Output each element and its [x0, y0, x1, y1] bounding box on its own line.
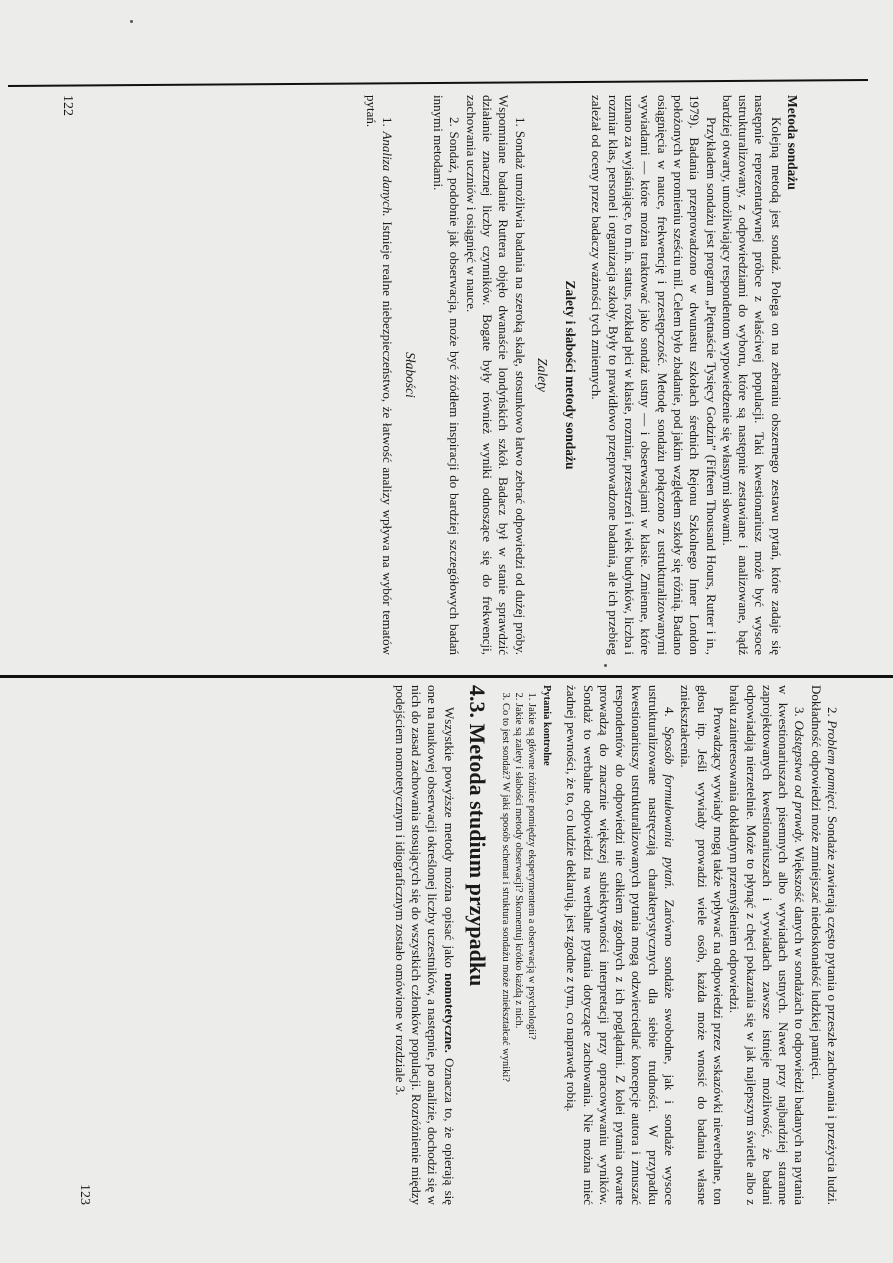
paragraph — [391, 685, 456, 1205]
scan-speck — [130, 20, 133, 23]
paragraph: Przykładem sondażu jest program „Piętnaście Tysięcy Godzin” (Fifteen Thousand Hours, Rutter i in., 1979). Badania przeprowadzono w dwunastu szkołach średnich Rejonu Szkolnego Inner London położonych w promieniu sześciu mil. Celem było zbadanie, pod jakim względem szkoły się różnią. Badano osiągnięcia w nauce, frekwencję i przestępczość. Metodę sondażu połączono z ustrukturalizowanymi wywiadami — które można traktować jako sondaż ustny — i obserwacjami w klasie. Zmienne, które uznano za wyjaśniające, to m.in. status, rozkład płci w klasie, rozmiar, przestrzeń i wiek budynków, liczba i rozmiar klas, personel i organizacja szkoły. Były to prawidłowo przeprowadzone badania, ale ich przebieg zależał od oceny przez badaczy ważności tych zmiennych. — [589, 95, 719, 655]
section-title: 4.3. Metoda studium przypadku — [464, 685, 490, 987]
term: nomotetyczne. — [441, 973, 457, 1053]
paragraph: Prowadzący wywiady mogą także wpływać na odpowiedzi przez wskazówki niewerbalne, ton głosu itp. Jeśli wywiady prowadzi wiele osób, każda może wnosić do badania własne zniekształcenia. — [678, 685, 726, 1205]
paragraph — [726, 685, 807, 1205]
review-questions — [499, 685, 553, 1205]
page-123 — [0, 685, 893, 1245]
item-number: 1. — [380, 117, 396, 127]
review-questions-title: Pytania kontrolne — [540, 685, 552, 766]
term: Analiza danych. — [380, 131, 396, 217]
item-text: Zarówno sondaże swobodne, jak i sondaże wysoce ustrukturalizowane nastręczają charakterystycznych dla siebie trudności. W przypadku kwestionariuszy ustrukturalizowanych pytania mogą odzwierciedlać koncepcje autora i zmuszać respondentów do odpowiedzi nie całkiem zgodnych z ich poglądami. Z kolei pytania otwarte prowadzą do znacznie większej subiektywności interpretacji przy opracowywaniu wyników. Sondaż to werbalne odpowiedzi na werbalne pytania dotyczące zachowania. Nie można mieć żadnej pewności, że to, co ludzie deklarują, jest zgodne z tym, co naprawdę robią. — [564, 685, 678, 1205]
item-text: Większość danych w sondażach to odpowiedzi badanych na pytania w kwestionariuszach pisemnych albo wywiadach ustnych. Nawet przy najbardziej staranne zaprojektowanych kwestionariuszach i wywiadach zawsze istnieje możliwość, że badani odpowiadają nierzetelnie. Może to płynąć z chęci pokazania się w jak najlepszym świetle albo z braku zainteresowania dokładnym przemyśleniem odpowiedzi. — [727, 685, 808, 1206]
item-text: Oznacza to, że opierają się one na naukowej obserwacji określonej liczby uczestników, a następnie, po analizie, dochodzi się w nich do zasad zachowania stosujących się do wszystkich członków populacji. Rozróżnienie między podejściem nomotetycznym i idiograficznym zostało omówione w rozdziale 3. — [392, 685, 457, 1206]
top-rule — [8, 79, 868, 87]
paragraph: Kolejną metodą jest sondaż. Polega on na zebraniu obszernego zestawu pytań, które zadaje się następnie reprezentatywnej próbce z właściwej populacji. Taki kwestionariusz może być wysoce ustrukturalizowany, z odpowiedziami do wyboru, które są następnie zestawiane i analizowane, bądź bardziej otwarty, umożliwiający respondentom wypowiedzenie się własnymi słowami. — [719, 95, 784, 655]
item-number: 2. — [825, 707, 840, 717]
paragraph — [563, 685, 677, 1205]
heading-metoda-sondazu: Metoda sondażu — [785, 95, 800, 190]
page-122-content — [60, 95, 800, 655]
item-text: Wszystkie powyższe metody można opisać jako — [441, 707, 457, 968]
item-number: 4. — [662, 707, 678, 717]
term: Problem pamięci. — [825, 720, 840, 813]
term: Odstępstwa od prawdy. — [792, 720, 808, 844]
item-text: Sondaże zawierają często pytania o przeszłe zachowania i przeżycia ludzi. Dokładność odpowiedzi może zmniejszać niedoskonałość ludzkiej pamięci. — [808, 685, 840, 1206]
term: Sposób formułowania pytań. — [662, 726, 678, 890]
heading-zalety: Zalety — [534, 358, 550, 392]
review-questions-list — [499, 685, 538, 1205]
page-number: 122 — [60, 95, 75, 116]
page-123-content — [70, 685, 840, 1205]
question-item: 3. Co to jest sondaż? W jaki sposób schemat i struktura sondażu może zniekształcać wyniki? — [499, 703, 512, 1205]
question-item: 1. Jakie są główne różnice pomiędzy eksperymentem a obserwacją w psychologii? — [525, 703, 538, 1205]
subheading-zalety-slabosci: Zalety i słabości metody sondażu — [563, 280, 579, 470]
page-fold-rule — [0, 675, 893, 678]
item-number: 3. — [792, 707, 808, 717]
page-122 — [0, 95, 893, 670]
heading-slabosci: Słabości — [402, 352, 418, 398]
paragraph: 1. Sondaż umożliwia badania na szeroką skalę, stosunkowo łatwo zebrać odpowiedzi od dużej próby. Wspomniane badanie Ruttera objęło dwanaście londyńskich szkół. Badacz był w stanie sprawdzić działanie znacznej liczby czynników. Bogate były również wyniki odnoszące się do frekwencji, zachowania uczniów i osiągnięć w nauce. — [463, 95, 528, 655]
item-text: Istnieje realne niebezpieczeństwo, że łatwość analizy wpływa na wybór tematów pytań. — [364, 95, 396, 656]
question-item: 2. Jakie są zalety i słabości metody obserwacji? Skomentuj krótko każdą z nich. — [512, 703, 525, 1205]
paragraph — [807, 685, 840, 1205]
paragraph — [363, 95, 396, 655]
page-number: 123 — [77, 1184, 92, 1205]
paragraph: 2. Sondaż, podobnie jak obserwacja, może być źródłem inspiracji do bardziej szczegółowych badań innymi metodami. — [431, 95, 463, 655]
